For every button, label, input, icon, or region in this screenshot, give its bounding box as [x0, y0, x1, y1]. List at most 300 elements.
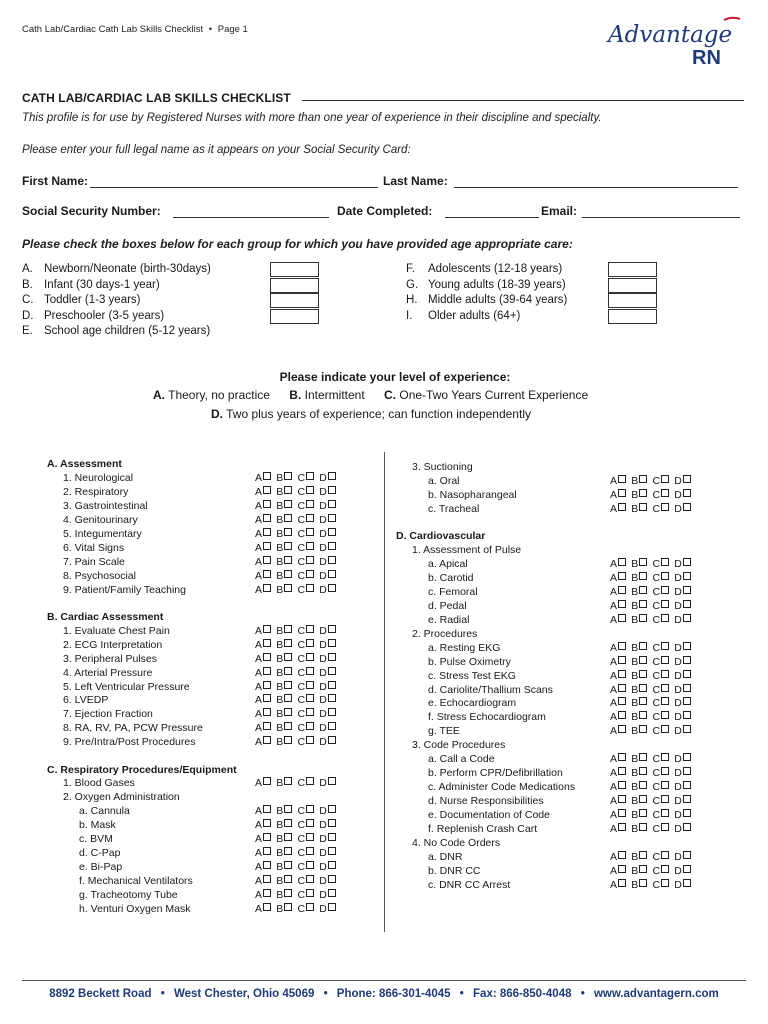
- rating-checkbox-b[interactable]: [284, 681, 292, 689]
- rating-checkbox-d[interactable]: [683, 684, 691, 692]
- rating-checkbox-b[interactable]: [639, 684, 647, 692]
- rating-letter: D: [674, 669, 683, 682]
- rating-letter: D: [674, 683, 683, 696]
- ssn-field[interactable]: [173, 217, 329, 218]
- rating-checkbox-c[interactable]: [306, 472, 314, 480]
- rating-checkbox-c[interactable]: [306, 875, 314, 883]
- rating-letter: D: [674, 809, 683, 822]
- rating-letter: B: [631, 557, 639, 570]
- rating-checkbox-c[interactable]: [306, 667, 314, 675]
- rating-checkbox-a[interactable]: [618, 795, 626, 803]
- rating-letter: D: [319, 485, 328, 498]
- rating-checkbox-b[interactable]: [284, 500, 292, 508]
- experience-rating-checkboxes: [255, 528, 341, 540]
- rating-checkbox-b[interactable]: [639, 614, 647, 622]
- rating-checkbox-c[interactable]: [306, 653, 314, 661]
- rating-letter: D: [674, 767, 683, 780]
- age-group-item: [406, 310, 520, 322]
- experience-rating-checkboxes: [255, 889, 341, 901]
- rating-letter: D: [674, 641, 683, 654]
- rating-checkbox-b[interactable]: [639, 879, 647, 887]
- rating-checkbox-d[interactable]: [328, 722, 336, 730]
- rating-checkbox-d[interactable]: [328, 694, 336, 702]
- rating-checkbox-b[interactable]: [284, 875, 292, 883]
- experience-rating-checkboxes: [255, 861, 341, 873]
- rating-checkbox-a[interactable]: [618, 489, 626, 497]
- rating-checkbox-b[interactable]: [639, 670, 647, 678]
- rating-letter: B: [631, 711, 639, 724]
- rating-letter: D: [319, 527, 328, 540]
- rating-letter: A: [255, 680, 263, 693]
- rating-letter: C: [652, 781, 661, 794]
- rating-checkbox-a[interactable]: [618, 656, 626, 664]
- rating-checkbox-a[interactable]: [618, 711, 626, 719]
- rating-checkbox-d[interactable]: [328, 584, 336, 592]
- rating-checkbox-b[interactable]: [639, 851, 647, 859]
- rating-checkbox-d[interactable]: [683, 670, 691, 678]
- rating-letter: A: [610, 474, 618, 487]
- skill-label: e. Documentation of Code: [428, 809, 550, 822]
- age-group-checkbox[interactable]: [608, 278, 657, 293]
- rating-checkbox-b[interactable]: [284, 667, 292, 675]
- skill-label: a. Call a Code: [428, 753, 495, 766]
- rating-checkbox-c[interactable]: [306, 805, 314, 813]
- rating-checkbox-d[interactable]: [683, 614, 691, 622]
- rating-checkbox-b[interactable]: [284, 889, 292, 897]
- rating-checkbox-b[interactable]: [639, 600, 647, 608]
- rating-checkbox-b[interactable]: [284, 722, 292, 730]
- rating-checkbox-a[interactable]: [618, 670, 626, 678]
- rating-checkbox-c[interactable]: [306, 833, 314, 841]
- rating-checkbox-b[interactable]: [639, 865, 647, 873]
- rating-checkbox-d[interactable]: [683, 489, 691, 497]
- rating-checkbox-b[interactable]: [639, 711, 647, 719]
- rating-checkbox-a[interactable]: [263, 625, 271, 633]
- rating-checkbox-d[interactable]: [328, 472, 336, 480]
- rating-checkbox-d[interactable]: [683, 697, 691, 705]
- rating-letter: D: [319, 624, 328, 637]
- rating-checkbox-c[interactable]: [661, 489, 669, 497]
- rating-checkbox-a[interactable]: [263, 500, 271, 508]
- rating-checkbox-c[interactable]: [661, 503, 669, 511]
- rating-letter: A: [255, 847, 263, 860]
- rating-checkbox-b[interactable]: [284, 556, 292, 564]
- rating-checkbox-b[interactable]: [639, 697, 647, 705]
- experience-rating-checkboxes: [610, 656, 696, 668]
- experience-rating-checkboxes: [255, 736, 341, 748]
- rating-letter: D: [674, 823, 683, 835]
- rating-checkbox-d[interactable]: [683, 823, 691, 831]
- rating-checkbox-a[interactable]: [263, 584, 271, 592]
- age-group-item: [22, 279, 160, 291]
- age-group-checkbox[interactable]: [270, 278, 319, 293]
- rating-checkbox-a[interactable]: [263, 875, 271, 883]
- rating-checkbox-c[interactable]: [306, 639, 314, 647]
- rating-checkbox-a[interactable]: [263, 847, 271, 855]
- rating-checkbox-d[interactable]: [683, 781, 691, 789]
- rating-checkbox-b[interactable]: [639, 642, 647, 650]
- rating-checkbox-d[interactable]: [683, 503, 691, 511]
- experience-rating-checkboxes: [610, 642, 696, 654]
- rating-checkbox-d[interactable]: [683, 879, 691, 887]
- rating-checkbox-a[interactable]: [618, 725, 626, 733]
- rating-letter: D: [319, 471, 328, 484]
- rating-checkbox-b[interactable]: [284, 708, 292, 716]
- rating-checkbox-c[interactable]: [661, 684, 669, 692]
- skill-label: g. TEE: [428, 725, 460, 738]
- rating-checkbox-b[interactable]: [639, 489, 647, 497]
- rating-checkbox-a[interactable]: [618, 697, 626, 705]
- rating-checkbox-b[interactable]: [284, 653, 292, 661]
- footer-sep: •: [580, 988, 585, 1000]
- rating-checkbox-d[interactable]: [683, 865, 691, 873]
- rating-checkbox-d[interactable]: [683, 572, 691, 580]
- rating-checkbox-a[interactable]: [618, 572, 626, 580]
- rating-checkbox-b[interactable]: [639, 475, 647, 483]
- rating-checkbox-a[interactable]: [263, 528, 271, 536]
- rating-checkbox-d[interactable]: [328, 500, 336, 508]
- rating-letter: A: [610, 753, 618, 766]
- rating-checkbox-a[interactable]: [618, 865, 626, 873]
- rating-checkbox-b[interactable]: [284, 514, 292, 522]
- rating-letter: D: [319, 777, 328, 790]
- rating-letter: B: [276, 513, 284, 526]
- age-group-label: Toddler (1-3 years): [44, 294, 141, 306]
- rating-checkbox-a[interactable]: [263, 667, 271, 675]
- rating-checkbox-a[interactable]: [618, 851, 626, 859]
- rating-checkbox-a[interactable]: [263, 514, 271, 522]
- experience-rating-checkboxes: [610, 767, 696, 779]
- rating-checkbox-c[interactable]: [306, 903, 314, 911]
- rating-checkbox-d[interactable]: [328, 708, 336, 716]
- rating-checkbox-a[interactable]: [263, 833, 271, 841]
- rating-checkbox-c[interactable]: [306, 722, 314, 730]
- rating-checkbox-c[interactable]: [661, 823, 669, 831]
- rating-checkbox-d[interactable]: [328, 903, 336, 911]
- rating-checkbox-b[interactable]: [284, 833, 292, 841]
- rating-checkbox-a[interactable]: [618, 753, 626, 761]
- rating-letter: B: [631, 571, 639, 584]
- date-completed-field[interactable]: [445, 217, 539, 218]
- rating-checkbox-a[interactable]: [263, 819, 271, 827]
- rating-checkbox-c[interactable]: [661, 753, 669, 761]
- rating-checkbox-d[interactable]: [683, 586, 691, 594]
- rating-letter: D: [674, 502, 683, 515]
- rating-checkbox-d[interactable]: [683, 711, 691, 719]
- rating-checkbox-a[interactable]: [618, 475, 626, 483]
- email-field[interactable]: [582, 217, 740, 218]
- skill-label: c. Stress Test EKG: [428, 669, 516, 682]
- rating-checkbox-c[interactable]: [306, 847, 314, 855]
- skill-label: e. Bi-Pap: [79, 861, 123, 874]
- rating-checkbox-b[interactable]: [284, 570, 292, 578]
- age-group-checkbox[interactable]: [270, 262, 319, 277]
- experience-line-1: [153, 388, 588, 402]
- rating-checkbox-d[interactable]: [328, 805, 336, 813]
- rating-checkbox-a[interactable]: [263, 472, 271, 480]
- rating-checkbox-d[interactable]: [328, 556, 336, 564]
- rating-checkbox-b[interactable]: [639, 767, 647, 775]
- footer-address: 8892 Beckett Road: [49, 988, 152, 1000]
- rating-checkbox-b[interactable]: [284, 819, 292, 827]
- rating-checkbox-b[interactable]: [284, 777, 292, 785]
- rating-checkbox-c[interactable]: [661, 711, 669, 719]
- rating-checkbox-a[interactable]: [618, 558, 626, 566]
- rating-checkbox-a[interactable]: [263, 694, 271, 702]
- rating-checkbox-d[interactable]: [328, 570, 336, 578]
- rating-checkbox-a[interactable]: [263, 542, 271, 550]
- rating-checkbox-b[interactable]: [284, 694, 292, 702]
- rating-checkbox-a[interactable]: [618, 684, 626, 692]
- skill-label: 2. ECG Interpretation: [63, 638, 163, 651]
- rating-checkbox-a[interactable]: [618, 879, 626, 887]
- experience-rating-checkboxes: [255, 556, 341, 568]
- skill-label: 1. Neurological: [63, 471, 134, 484]
- rating-checkbox-a[interactable]: [263, 486, 271, 494]
- level-c-text: One-Two Years Current Experience: [399, 388, 589, 402]
- rating-checkbox-a[interactable]: [263, 736, 271, 744]
- rating-checkbox-c[interactable]: [661, 558, 669, 566]
- rating-checkbox-a[interactable]: [263, 861, 271, 869]
- rating-checkbox-c[interactable]: [306, 819, 314, 827]
- rating-checkbox-c[interactable]: [306, 486, 314, 494]
- skill-label: g. Tracheotomy Tube: [79, 889, 178, 902]
- rating-checkbox-d[interactable]: [683, 600, 691, 608]
- age-group-checkbox[interactable]: [608, 293, 657, 308]
- rating-checkbox-d[interactable]: [683, 809, 691, 817]
- rating-checkbox-c[interactable]: [306, 556, 314, 564]
- experience-rating-checkboxes: [255, 625, 341, 637]
- rating-checkbox-b[interactable]: [639, 781, 647, 789]
- rating-checkbox-a[interactable]: [263, 556, 271, 564]
- rating-letter: B: [631, 655, 639, 668]
- rating-checkbox-d[interactable]: [328, 486, 336, 494]
- rating-checkbox-c[interactable]: [306, 542, 314, 550]
- rating-checkbox-a[interactable]: [618, 586, 626, 594]
- rating-checkbox-d[interactable]: [683, 725, 691, 733]
- rating-checkbox-b[interactable]: [639, 503, 647, 511]
- rating-checkbox-b[interactable]: [284, 584, 292, 592]
- rating-checkbox-c[interactable]: [306, 694, 314, 702]
- rating-checkbox-d[interactable]: [683, 642, 691, 650]
- rating-checkbox-b[interactable]: [284, 861, 292, 869]
- rating-letter: B: [631, 781, 639, 794]
- age-group-checkbox[interactable]: [270, 309, 319, 324]
- rating-checkbox-c[interactable]: [306, 861, 314, 869]
- rating-letter: B: [276, 680, 284, 693]
- rating-checkbox-a[interactable]: [618, 781, 626, 789]
- rating-letter: A: [610, 850, 618, 863]
- rating-letter: A: [255, 541, 263, 554]
- rating-checkbox-d[interactable]: [328, 875, 336, 883]
- experience-rating-checkboxes: [255, 903, 341, 915]
- rating-checkbox-a[interactable]: [263, 805, 271, 813]
- rating-checkbox-b[interactable]: [284, 805, 292, 813]
- rating-checkbox-d[interactable]: [328, 514, 336, 522]
- age-group-letter: G.: [406, 278, 419, 291]
- rating-checkbox-d[interactable]: [683, 767, 691, 775]
- rating-checkbox-d[interactable]: [328, 847, 336, 855]
- rating-checkbox-a[interactable]: [263, 570, 271, 578]
- skill-label: 8. Psychosocial: [63, 569, 136, 582]
- rating-checkbox-c[interactable]: [306, 777, 314, 785]
- rating-checkbox-d[interactable]: [328, 861, 336, 869]
- rating-checkbox-c[interactable]: [661, 656, 669, 664]
- rating-letter: B: [631, 809, 639, 822]
- rating-checkbox-c[interactable]: [661, 670, 669, 678]
- rating-checkbox-b[interactable]: [284, 542, 292, 550]
- rating-checkbox-c[interactable]: [661, 767, 669, 775]
- rating-checkbox-b[interactable]: [639, 809, 647, 817]
- skill-label: 7. Pain Scale: [63, 555, 125, 568]
- rating-letter: C: [297, 624, 306, 637]
- rating-checkbox-c[interactable]: [306, 889, 314, 897]
- page-number: Page 1: [217, 24, 248, 35]
- footer-website[interactable]: www.advantagern.com: [593, 988, 719, 1000]
- rating-checkbox-a[interactable]: [618, 809, 626, 817]
- advantage-rn-logo: [606, 14, 746, 66]
- age-group-checkbox[interactable]: [270, 293, 319, 308]
- rating-checkbox-c[interactable]: [661, 781, 669, 789]
- age-group-letter: H.: [406, 294, 418, 306]
- age-group-checkbox[interactable]: [608, 262, 657, 277]
- rating-checkbox-c[interactable]: [661, 879, 669, 887]
- rating-checkbox-a[interactable]: [263, 889, 271, 897]
- rating-checkbox-d[interactable]: [328, 736, 336, 744]
- rating-checkbox-c[interactable]: [661, 475, 669, 483]
- rating-checkbox-a[interactable]: [618, 767, 626, 775]
- rating-letter: C: [652, 809, 661, 822]
- experience-rating-checkboxes: [610, 781, 696, 793]
- rating-checkbox-c[interactable]: [661, 809, 669, 817]
- experience-line-2: [211, 407, 531, 421]
- subsection-label: 4. No Code Orders: [412, 836, 501, 849]
- rating-checkbox-c[interactable]: [306, 570, 314, 578]
- rating-checkbox-b[interactable]: [284, 736, 292, 744]
- rating-checkbox-d[interactable]: [328, 667, 336, 675]
- rating-checkbox-d[interactable]: [683, 795, 691, 803]
- experience-rating-checkboxes: [255, 667, 341, 679]
- rating-letter: B: [276, 889, 284, 902]
- rating-checkbox-b[interactable]: [284, 847, 292, 855]
- rating-checkbox-c[interactable]: [661, 865, 669, 873]
- rating-checkbox-d[interactable]: [328, 542, 336, 550]
- rating-checkbox-b[interactable]: [284, 639, 292, 647]
- rating-checkbox-c[interactable]: [306, 528, 314, 536]
- rating-checkbox-d[interactable]: [683, 851, 691, 859]
- rating-checkbox-a[interactable]: [618, 823, 626, 831]
- rating-checkbox-a[interactable]: [618, 614, 626, 622]
- skill-label: b. Mask: [79, 819, 116, 832]
- rating-checkbox-d[interactable]: [328, 833, 336, 841]
- rating-checkbox-d[interactable]: [683, 475, 691, 483]
- rating-checkbox-b[interactable]: [639, 656, 647, 664]
- rating-checkbox-d[interactable]: [328, 639, 336, 647]
- rating-checkbox-d[interactable]: [328, 528, 336, 536]
- rating-checkbox-b[interactable]: [639, 572, 647, 580]
- last-name-field[interactable]: [454, 187, 738, 188]
- rating-letter: D: [674, 864, 683, 877]
- rating-checkbox-c[interactable]: [661, 725, 669, 733]
- rating-checkbox-b[interactable]: [284, 472, 292, 480]
- rating-checkbox-c[interactable]: [306, 584, 314, 592]
- rating-checkbox-b[interactable]: [639, 795, 647, 803]
- first-name-field[interactable]: [90, 187, 378, 188]
- rating-checkbox-d[interactable]: [683, 656, 691, 664]
- skill-label: b. Nasopharangeal: [428, 488, 517, 501]
- rating-checkbox-b[interactable]: [639, 725, 647, 733]
- rating-checkbox-c[interactable]: [661, 697, 669, 705]
- age-group-checkbox[interactable]: [608, 309, 657, 324]
- rating-checkbox-b[interactable]: [284, 903, 292, 911]
- rating-checkbox-a[interactable]: [263, 639, 271, 647]
- rating-letter: B: [631, 823, 639, 835]
- rating-checkbox-a[interactable]: [263, 903, 271, 911]
- footer-sep: •: [459, 988, 464, 1000]
- rating-checkbox-a[interactable]: [263, 777, 271, 785]
- logo-graphic: [606, 14, 746, 66]
- rating-checkbox-c[interactable]: [661, 600, 669, 608]
- rating-checkbox-d[interactable]: [683, 558, 691, 566]
- rating-checkbox-c[interactable]: [306, 681, 314, 689]
- rating-checkbox-d[interactable]: [683, 753, 691, 761]
- rating-checkbox-d[interactable]: [328, 625, 336, 633]
- rating-checkbox-c[interactable]: [306, 736, 314, 744]
- rating-checkbox-a[interactable]: [618, 642, 626, 650]
- rating-letter: D: [319, 805, 328, 818]
- rating-checkbox-a[interactable]: [263, 681, 271, 689]
- rating-checkbox-b[interactable]: [284, 625, 292, 633]
- rating-checkbox-c[interactable]: [661, 572, 669, 580]
- rating-checkbox-c[interactable]: [306, 625, 314, 633]
- rating-checkbox-b[interactable]: [284, 528, 292, 536]
- footer: [0, 988, 768, 1000]
- skill-label: b. Perform CPR/Defibrillation: [428, 767, 563, 780]
- rating-checkbox-a[interactable]: [618, 503, 626, 511]
- subsection-label: 2. Oxygen Administration: [63, 791, 180, 804]
- rating-checkbox-c[interactable]: [661, 851, 669, 859]
- rating-checkbox-b[interactable]: [284, 486, 292, 494]
- rating-checkbox-c[interactable]: [661, 614, 669, 622]
- rating-checkbox-d[interactable]: [328, 819, 336, 827]
- rating-checkbox-a[interactable]: [618, 600, 626, 608]
- rating-letter: B: [276, 694, 284, 707]
- rating-checkbox-a[interactable]: [263, 653, 271, 661]
- rating-checkbox-d[interactable]: [328, 777, 336, 785]
- rating-checkbox-d[interactable]: [328, 889, 336, 897]
- rating-letter: D: [319, 889, 328, 902]
- age-group-item: [22, 294, 141, 306]
- rating-checkbox-d[interactable]: [328, 653, 336, 661]
- rating-checkbox-c[interactable]: [661, 642, 669, 650]
- rating-checkbox-c[interactable]: [661, 586, 669, 594]
- rating-letter: C: [297, 555, 306, 568]
- rating-checkbox-c[interactable]: [661, 795, 669, 803]
- rating-checkbox-d[interactable]: [328, 681, 336, 689]
- rating-checkbox-c[interactable]: [306, 708, 314, 716]
- rating-checkbox-c[interactable]: [306, 514, 314, 522]
- rating-checkbox-c[interactable]: [306, 500, 314, 508]
- rating-checkbox-b[interactable]: [639, 586, 647, 594]
- rating-checkbox-b[interactable]: [639, 753, 647, 761]
- rating-checkbox-b[interactable]: [639, 823, 647, 831]
- age-group-letter: E.: [22, 325, 33, 337]
- rating-letter: A: [255, 805, 263, 818]
- rating-checkbox-b[interactable]: [639, 558, 647, 566]
- rating-checkbox-a[interactable]: [263, 722, 271, 730]
- rating-letter: A: [255, 513, 263, 526]
- rating-checkbox-a[interactable]: [263, 708, 271, 716]
